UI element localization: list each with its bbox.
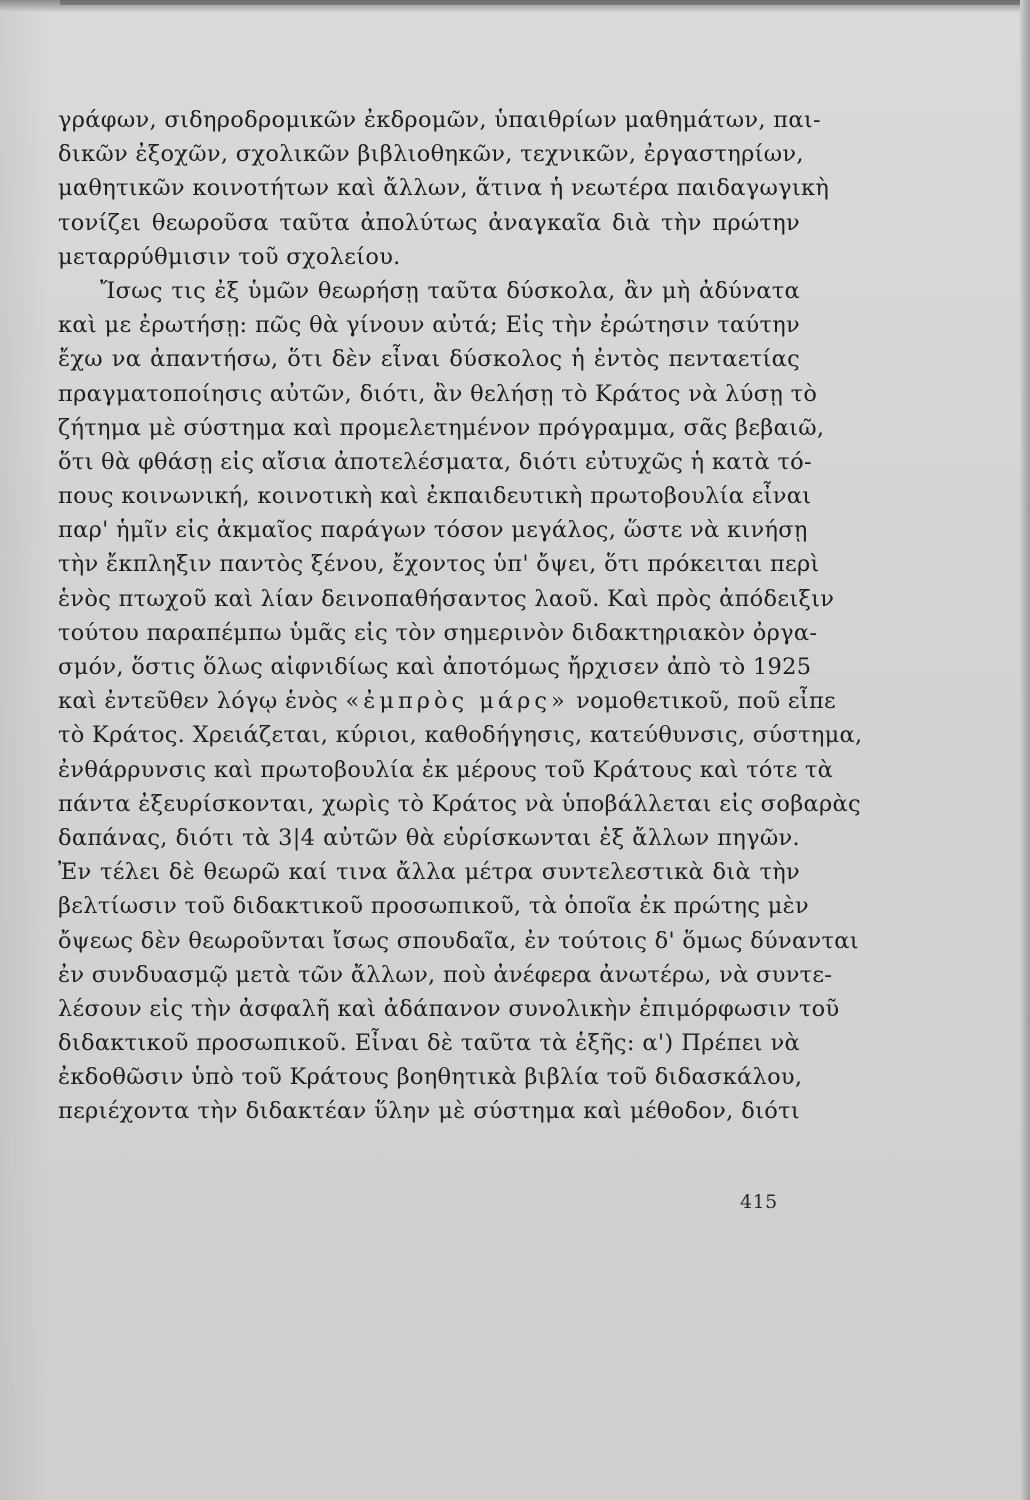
text-line: καὶ με ἐρωτήσῃ: πῶς θὰ γίνουν αὐτά; Εἰς τὴν ἐρώτησιν ταύτην: [58, 312, 800, 339]
page-number: 415: [740, 1191, 778, 1213]
text-line: δικῶν ἐξοχῶν, σχολικῶν βιβλιοθηκῶν, τεχνικῶν, ἐργαστηρίων,: [58, 141, 804, 168]
text-line: ὄψεως δὲν θεωροῦνται ἴσως σπουδαῖα, ἐν τούτοις δ' ὅμως δύνανται: [58, 927, 859, 954]
paragraph-start-line: Ἴσως τις ἐξ ὑμῶν θεωρήσῃ ταῦτα δύσκολα, ἂν μὴ ἀδύνατα: [100, 277, 800, 304]
text-line: τὴν ἔκπληξιν παντὸς ξένου, ἔχοντος ὑπ' ὄψει, ὅτι πρόκειται περὶ: [58, 551, 820, 578]
text-line-with-emphasis: [58, 684, 837, 718]
text-line: παρ' ἡμῖν εἰς ἀκμαῖος παράγων τόσον μεγάλος, ὥστε νὰ κινήσῃ: [58, 517, 808, 544]
text-line: τούτου παραπέμπω ὑμᾶς εἰς τὸν σημερινὸν διδακτηριακὸν ὀργα-: [58, 619, 818, 646]
text-line: λέσουν εἰς τὴν ἀσφαλῆ καὶ ἀδάπανον συνολικὴν ἐπιμόρφωσιν τοῦ: [58, 995, 840, 1022]
text-line: ὅτι θὰ φθάσῃ εἰς αἴσια ἀποτελέσματα, διότι εὐτυχῶς ἡ κατὰ τό-: [58, 448, 812, 475]
page-top-edge-dark: [60, 0, 1030, 5]
paragraph-start-line: Ἐν τέλει δὲ θεωρῶ καί τινα ἄλλα μέτρα συντελεστικὰ διὰ τὴν: [58, 859, 800, 886]
text-line: μεταρρύθμισιν τοῦ σχολείου.: [58, 243, 401, 270]
text-line: ἐνθάρρυνσις καὶ πρωτοβουλία ἐκ μέρους τοῦ Κράτους καὶ τότε τὰ: [58, 756, 834, 783]
text-segment: καὶ ἐντεῦθεν λόγῳ ἑνὸς: [58, 688, 339, 715]
text-line: ζήτημα μὲ σύστημα καὶ προμελετημένον πρόγραμμα, σᾶς βεβαιῶ,: [58, 414, 825, 441]
text-line: γράφων, σιδηροδρομικῶν ἐκδρομῶν, ὑπαιθρίων μαθημάτων, παι-: [58, 107, 821, 133]
text-line: ἔχω να ἀπαντήσω, ὅτι δὲν εἶναι δύσκολος ἡ ἐντὸς πενταετίας: [58, 346, 800, 373]
text-line: τὸ Κράτος. Χρειάζεται, κύριοι, καθοδήγησις, κατεύθυνσις, σύστημα,: [58, 722, 863, 749]
text-line: ἐν συνδυασμῷ μετὰ τῶν ἄλλων, ποὺ ἀνέφερα ἀνωτέρω, νὰ συντε-: [58, 961, 833, 988]
text-line: πάντα ἐξευρίσκονται, χωρὶς τὸ Κράτος νὰ ὑποβάλλεται εἰς σοβαρὰς: [58, 790, 861, 817]
text-line: βελτίωσιν τοῦ διδακτικοῦ προσωπικοῦ, τὰ ὁποῖα ἐκ πρώτης μὲν: [58, 893, 809, 920]
text-line: τονίζει θεωροῦσα ταῦτα ἀπολύτως ἀναγκαῖα διὰ τὴν πρώτην: [58, 209, 800, 236]
page-right-edge: [1020, 0, 1030, 1500]
text-line: περιέχοντα τὴν διδακτέαν ὕλην μὲ σύστημα καὶ μέθοδον, διότι: [58, 1098, 800, 1125]
spaced-emphasis: «ἐμπρὸς μάρς»: [345, 688, 569, 715]
text-line: δαπάνας, διότι τὰ 3|4 αὐτῶν θὰ εὑρίσκωνται ἐξ ἄλλων πηγῶν.: [58, 824, 800, 851]
text-line: πους κοινωνική, κοινοτικὴ καὶ ἐκπαιδευτικὴ πρωτοβουλία εἶναι: [58, 483, 812, 510]
text-line: μαθητικῶν κοινοτήτων καὶ ἄλλων, ἅτινα ἡ νεωτέρα παιδαγωγικὴ: [58, 175, 830, 202]
body-text: [58, 103, 863, 1129]
page-gutter-shadow: [0, 0, 50, 1500]
text-line: ἑνὸς πτωχοῦ καὶ λίαν δεινοπαθήσαντος λαοῦ. Καὶ πρὸς ἀπόδειξιν: [58, 585, 835, 612]
text-segment: νομοθετικοῦ, ποῦ εἶπε: [576, 688, 837, 715]
text-line: πραγματοποίησις αὐτῶν, διότι, ἂν θελήσῃ τὸ Κράτος νὰ λύσῃ τὸ: [58, 380, 818, 407]
text-line: διδακτικοῦ προσωπικοῦ. Εἶναι δὲ ταῦτα τὰ ἑξῆς: α') Πρέπει νὰ: [58, 1030, 800, 1057]
text-line: σμόν, ὅστις ὅλως αἰφνιδίως καὶ ἀποτόμως ἤρχισεν ἀπὸ τὸ 1925: [58, 654, 812, 680]
text-line: ἐκδοθῶσιν ὑπὸ τοῦ Κράτους βοηθητικὰ βιβλία τοῦ διδασκάλου,: [58, 1064, 803, 1091]
